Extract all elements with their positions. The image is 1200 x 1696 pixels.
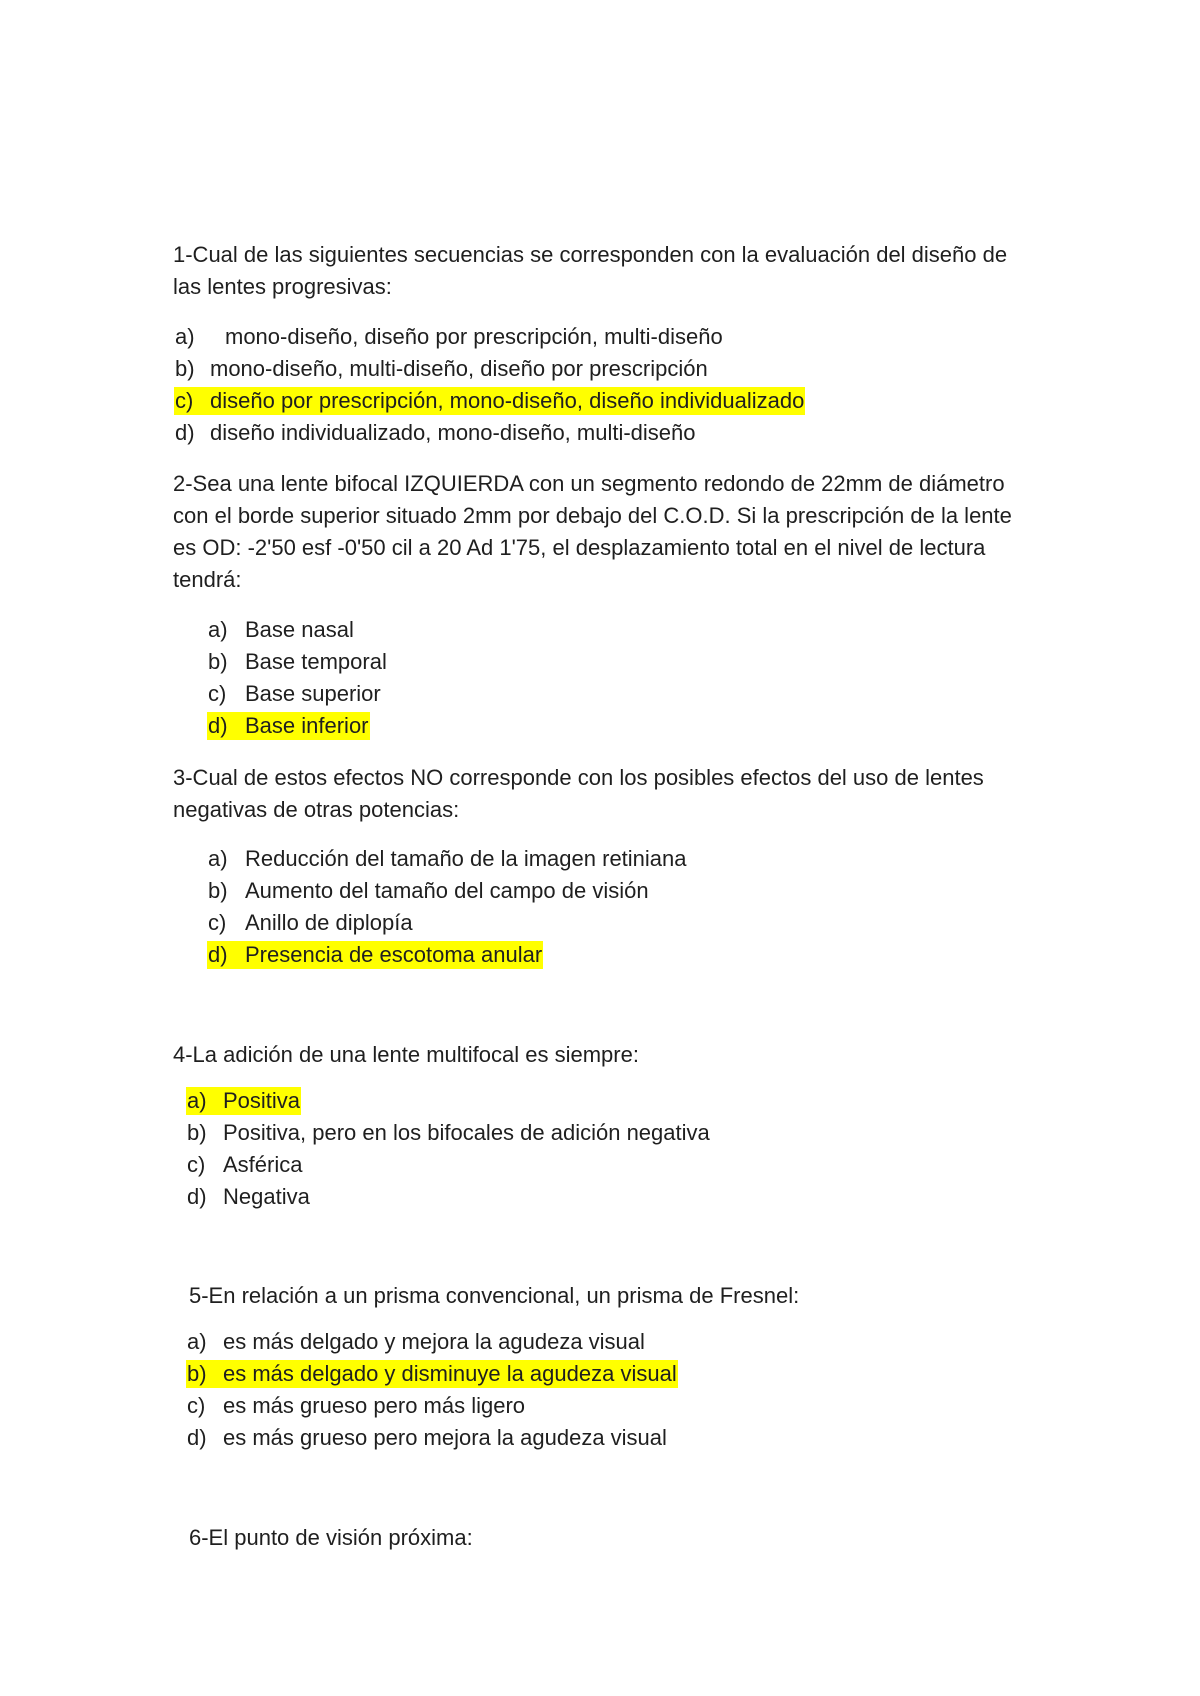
option-text: Positiva xyxy=(223,1088,301,1113)
question-1-option-d xyxy=(174,417,805,449)
option-text: es más delgado y disminuye la agudeza visual xyxy=(223,1361,677,1386)
question-4-text: 4-La adición de una lente multifocal es siempre: xyxy=(173,1042,639,1067)
question-2-option-a xyxy=(207,614,388,646)
question-4-option-a xyxy=(186,1085,711,1117)
option-text: Base temporal xyxy=(245,649,387,674)
option-letter: b) xyxy=(187,1361,207,1386)
option-text: diseño individualizado, mono-diseño, multi-diseño xyxy=(210,420,696,445)
option-letter: a) xyxy=(175,324,195,349)
option-letter: c) xyxy=(187,1152,206,1177)
option-letter: c) xyxy=(208,681,227,706)
question-5-option-b xyxy=(186,1358,678,1390)
option-letter: b) xyxy=(208,878,228,903)
option-text: Base inferior xyxy=(245,713,369,738)
option-text: mono-diseño, multi-diseño, diseño por prescripción xyxy=(210,356,708,381)
question-1-options xyxy=(174,321,805,449)
question-4-option-c xyxy=(186,1149,711,1181)
question-1-option-a xyxy=(174,321,805,353)
option-text: Presencia de escotoma anular xyxy=(245,942,543,967)
question-2-option-d xyxy=(207,710,388,742)
question-3-option-c xyxy=(207,907,688,939)
option-text: Asférica xyxy=(223,1152,303,1177)
option-text: es más grueso pero mejora la agudeza visual xyxy=(223,1425,667,1450)
option-text: Base superior xyxy=(245,681,381,706)
option-text: mono-diseño, diseño por prescripción, multi-diseño xyxy=(225,324,723,349)
option-text: Aumento del tamaño del campo de visión xyxy=(245,878,649,903)
option-letter: d) xyxy=(187,1184,207,1209)
question-2-options xyxy=(207,614,388,742)
option-letter: a) xyxy=(208,846,228,871)
question-3-option-d xyxy=(207,939,688,971)
question-4-option-b xyxy=(186,1117,711,1149)
option-letter: d) xyxy=(208,942,228,967)
option-letter: d) xyxy=(175,420,195,445)
question-4-option-d xyxy=(186,1181,711,1213)
question-3-option-a xyxy=(207,843,688,875)
option-letter: a) xyxy=(208,617,228,642)
question-5-option-c xyxy=(186,1390,678,1422)
option-text: es más grueso pero más ligero xyxy=(223,1393,526,1418)
question-2-option-c xyxy=(207,678,388,710)
option-text: es más delgado y mejora la agudeza visual xyxy=(223,1329,645,1354)
question-5-option-a xyxy=(186,1326,678,1358)
question-1-option-b xyxy=(174,353,805,385)
option-text: Positiva, pero en los bifocales de adición negativa xyxy=(223,1120,710,1145)
option-letter: b) xyxy=(208,649,228,674)
question-1-option-c xyxy=(174,385,805,417)
option-letter: d) xyxy=(187,1425,207,1450)
option-letter: d) xyxy=(208,713,228,738)
option-letter: b) xyxy=(175,356,195,381)
question-1-text: 1-Cual de las siguientes secuencias se corresponden con la evaluación del diseño de las lentes progresivas: xyxy=(173,242,1008,299)
option-letter: c) xyxy=(208,910,227,935)
option-text: Negativa xyxy=(223,1184,310,1209)
option-text: Base nasal xyxy=(245,617,354,642)
question-2-option-b xyxy=(207,646,388,678)
option-letter: a) xyxy=(187,1329,207,1354)
option-letter: c) xyxy=(175,388,194,413)
question-5-option-d xyxy=(186,1422,678,1454)
option-text: diseño por prescripción, mono-diseño, diseño individualizado xyxy=(210,388,805,413)
option-text: Reducción del tamaño de la imagen retiniana xyxy=(245,846,687,871)
option-letter: b) xyxy=(187,1120,207,1145)
question-3-options xyxy=(207,843,688,971)
option-text: Anillo de diplopía xyxy=(245,910,413,935)
question-6-text: 6-El punto de visión próxima: xyxy=(189,1525,473,1550)
question-5-options xyxy=(186,1326,678,1454)
question-2-text: 2-Sea una lente bifocal IZQUIERDA con un segmento redondo de 22mm de diámetro con el borde superior situado 2mm por debajo del C.O.D. Si la prescripción de la lente es OD: -2'50 esf -0'50 cil a 20 Ad 1'75, el desplazamiento total en el nivel de lectura tendrá: xyxy=(173,471,1012,592)
question-4-options xyxy=(186,1085,711,1213)
question-5-text: 5-En relación a un prisma convencional, un prisma de Fresnel: xyxy=(189,1283,800,1308)
option-letter: a) xyxy=(187,1088,207,1113)
option-letter: c) xyxy=(187,1393,206,1418)
question-3-option-b xyxy=(207,875,688,907)
question-3-text: 3-Cual de estos efectos NO corresponde con los posibles efectos del uso de lentes negativas de otras potencias: xyxy=(173,765,984,822)
